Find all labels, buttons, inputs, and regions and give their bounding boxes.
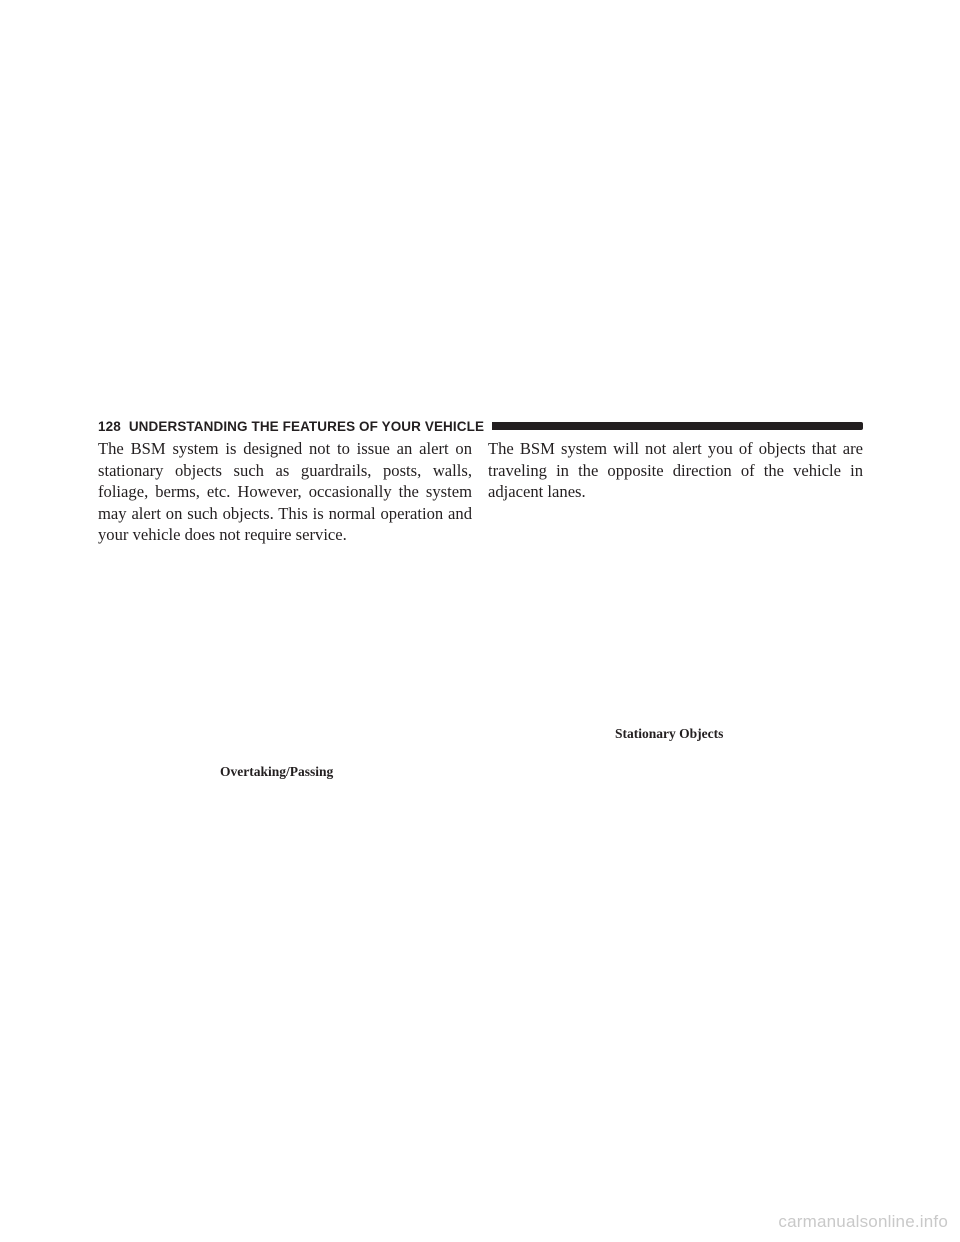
right-column-paragraph: The BSM system will not alert you of objects that are traveling in the opposite direction of the vehicle in adjacent lanes. [488, 439, 863, 501]
page-header [98, 417, 863, 435]
watermark: carmanualsonline.info [778, 1212, 948, 1231]
header-rule [492, 422, 863, 430]
figure-caption-stationary-objects: Stationary Objects [615, 726, 724, 741]
page-number: 128 [98, 418, 121, 434]
figure-caption-overtaking-passing: Overtaking/Passing [220, 764, 334, 779]
left-column-paragraph: The BSM system is designed not to issue an alert on stationary objects such as guardrails, posts, walls, foliage, berms, etc. However, occasionally the system may alert on such objects. This is normal operation and your vehicle does not require service. [98, 439, 472, 544]
section-title: UNDERSTANDING THE FEATURES OF YOUR VEHICLE [128, 418, 485, 434]
